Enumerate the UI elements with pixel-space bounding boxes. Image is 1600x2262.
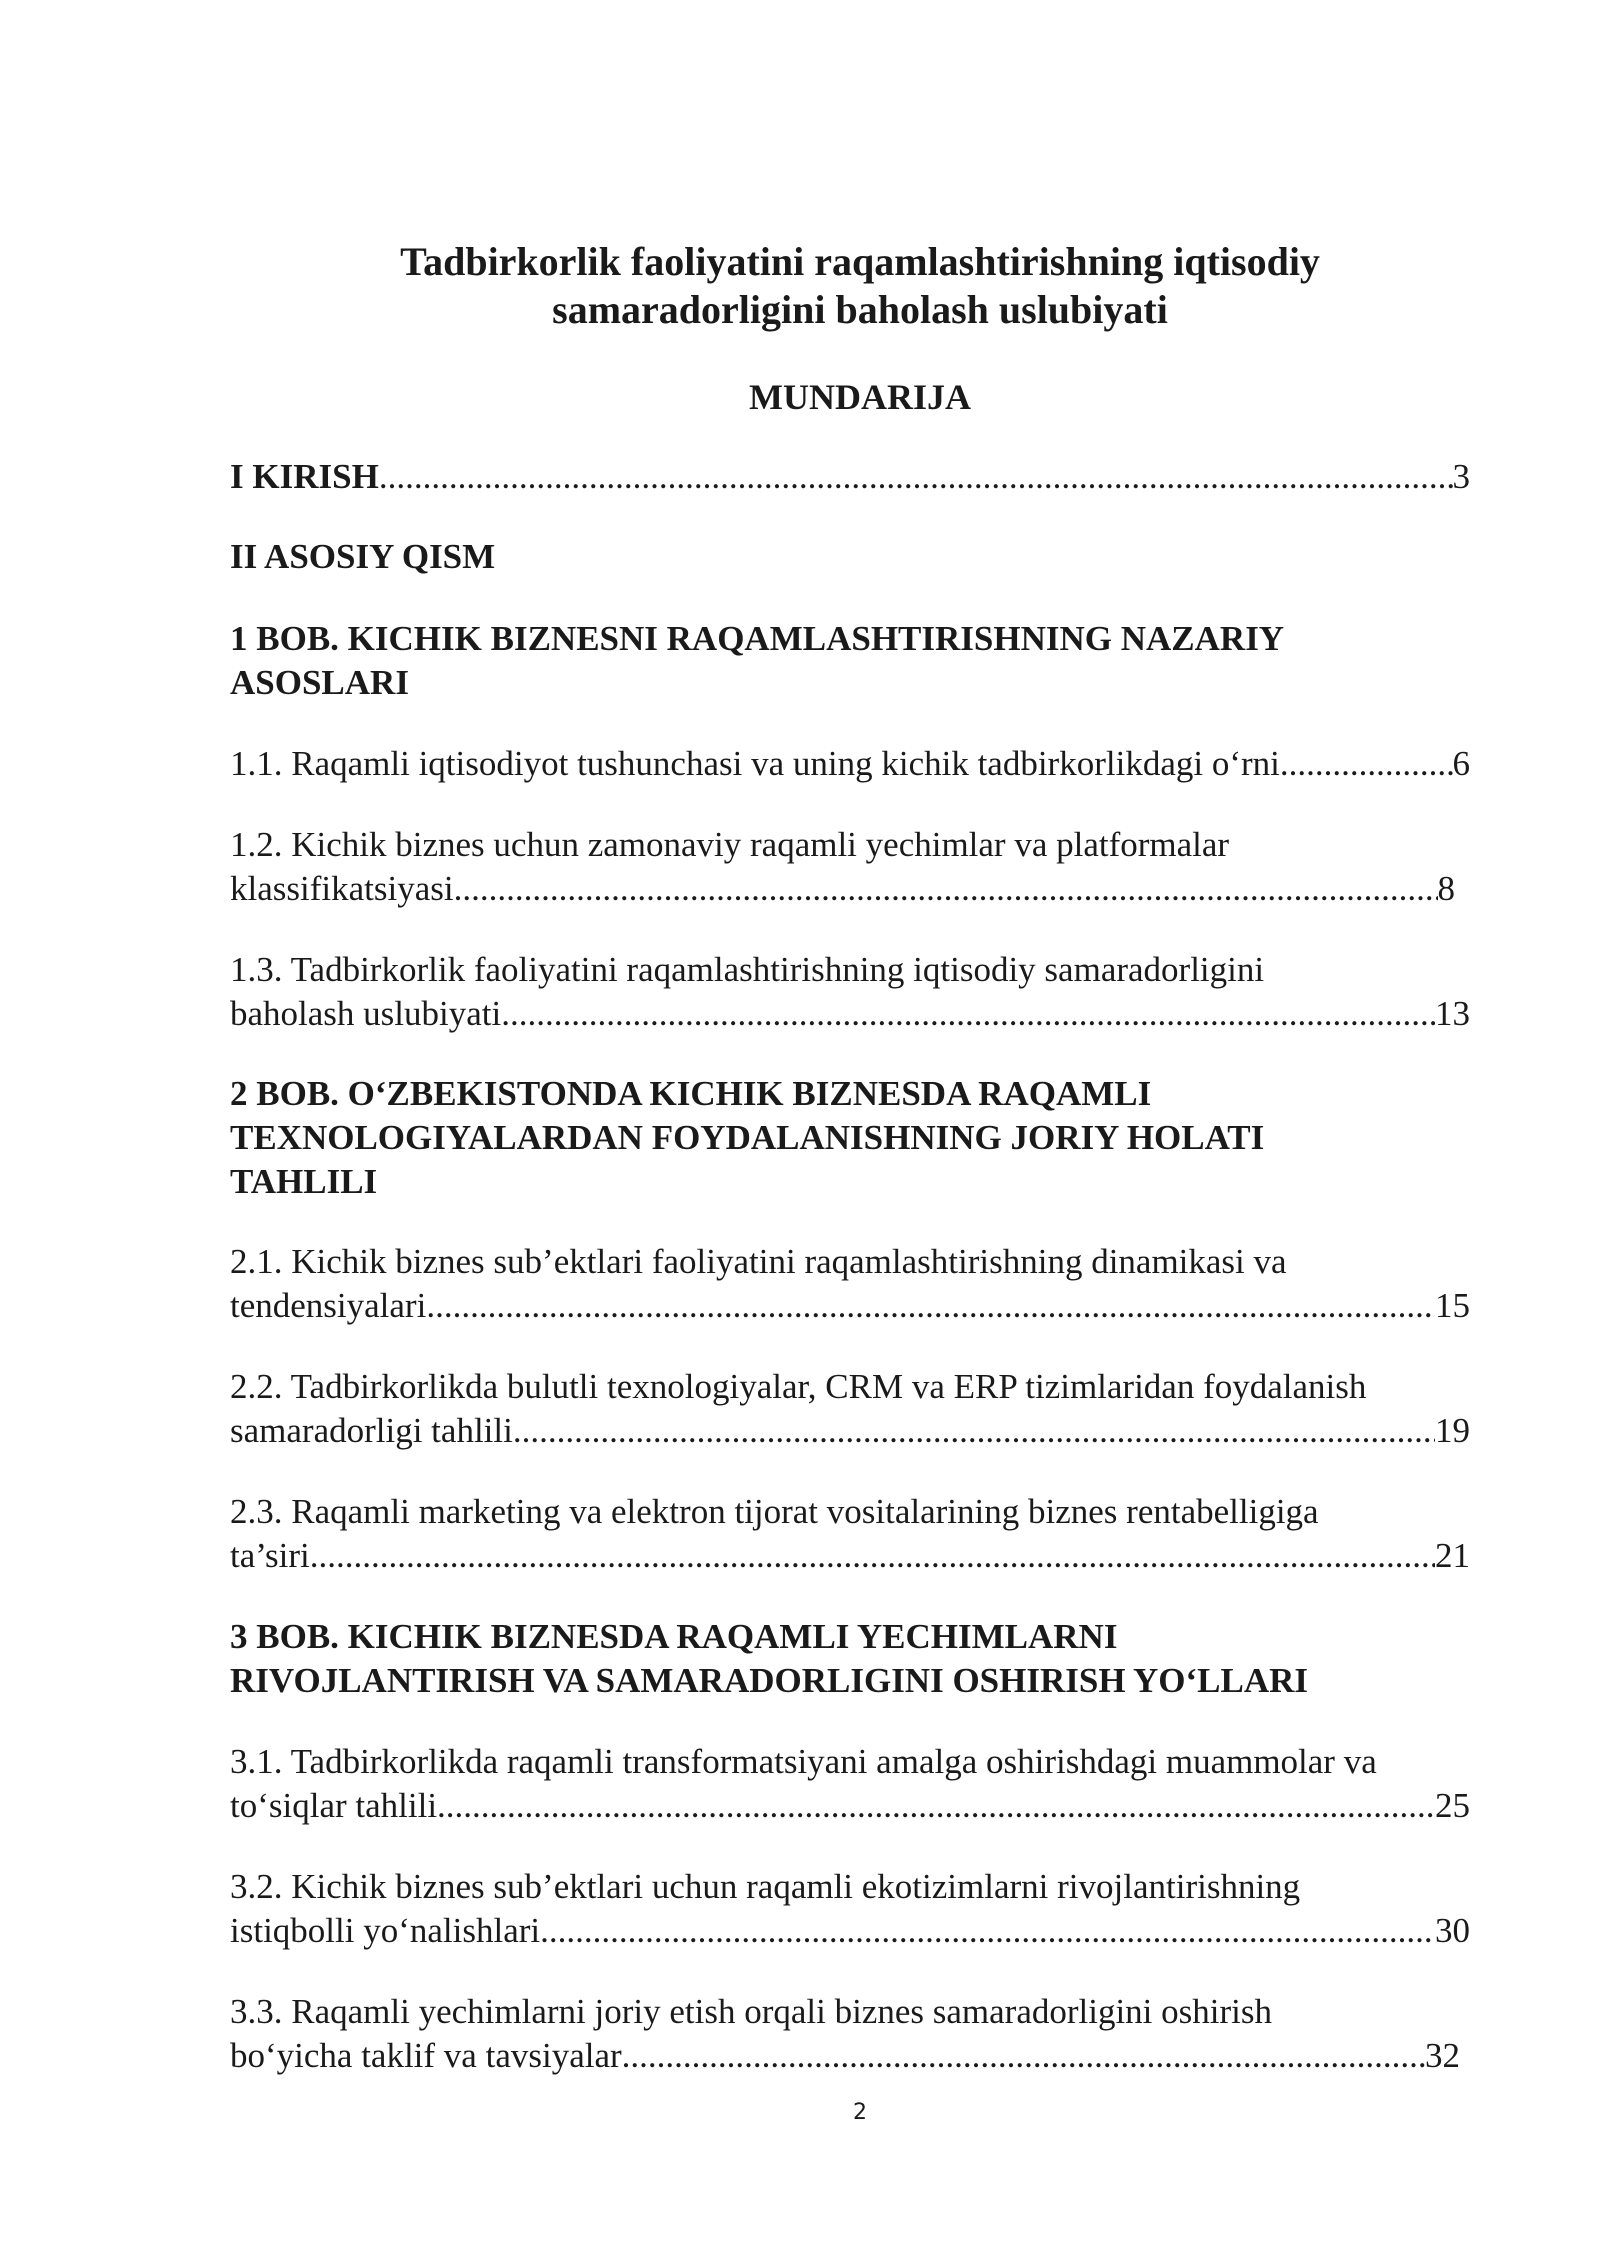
toc-entry-line-1: 3.1. Tadbirkorlikda raqamli transformatsiyani amalga oshirishdagi muammolar va — [230, 1742, 1377, 1781]
dot-leader — [379, 455, 1453, 499]
toc-heading: MUNDARIJA — [749, 377, 971, 417]
chapter-line-2: RIVOJLANTIRISH VA SAMARADORLIGINI OSHIRISH YO‘LLARI — [230, 1661, 1309, 1700]
toc-entry-line-2: ta’siri — [230, 1536, 310, 1575]
chapter-line-1: 2 BOB. O‘ZBEKISTONDA KICHIK BIZNESDA RAQAMLI — [230, 1074, 1152, 1113]
dot-leader — [437, 1784, 1435, 1828]
chapter-line-3: TAHLILI — [230, 1162, 378, 1201]
toc-entry-line-1: 2.2. Tadbirkorlikda bulutli texnologiyalar, CRM va ERP tizimlaridan foydalanish — [230, 1367, 1367, 1406]
dot-leader — [622, 2034, 1425, 2078]
dot-leader — [501, 992, 1435, 1036]
chapter-line-1: 3 BOB. KICHIK BIZNESDA RAQAMLI YECHIMLARNI — [230, 1617, 1118, 1656]
toc-entry-kirish[interactable] — [230, 455, 1470, 499]
dot-leader — [1280, 742, 1453, 786]
dot-leader — [540, 1909, 1435, 1953]
toc-entry-line-2: samaradorligi tahlili — [230, 1411, 513, 1450]
toc-entry-line-2: bo‘yicha taklif va tavsiyalar — [230, 2036, 622, 2075]
toc-page-number: 8 — [1437, 869, 1455, 908]
toc-entry-text: I KIRISH — [230, 457, 379, 496]
toc-page-number: 25 — [1435, 1786, 1470, 1825]
toc-page-number: 15 — [1435, 1286, 1470, 1325]
chapter-line-1: 1 BOB. KICHIK BIZNESNI RAQAMLASHTIRISHNING NAZARIY — [230, 619, 1285, 658]
toc-section-2-3[interactable] — [230, 1490, 1470, 1578]
toc-page-number: 19 — [1435, 1411, 1470, 1450]
toc-section-1-1[interactable] — [230, 742, 1470, 786]
toc-entry-line-1: 3.3. Raqamli yechimlarni joriy etish orqali biznes samaradorligini oshirish — [230, 1992, 1273, 2031]
toc-page-number: 3 — [1452, 457, 1470, 496]
dot-leader — [426, 1284, 1435, 1328]
toc-page-number: 13 — [1435, 994, 1470, 1033]
dot-leader — [454, 867, 1438, 911]
toc-section-3-2[interactable] — [230, 1865, 1470, 1953]
toc-entry-line-2: klassifikatsiyasi — [230, 869, 454, 908]
toc-entry-line-1: 2.1. Kichik biznes sub’ektlari faoliyatini raqamlashtirishning dinamikasi va — [230, 1242, 1287, 1281]
chapter-line-2: ASOSLARI — [230, 663, 409, 702]
toc-section-3-3[interactable] — [230, 1990, 1460, 2078]
toc-page-number: 30 — [1435, 1911, 1470, 1950]
toc-section-2-2[interactable] — [230, 1365, 1470, 1453]
toc-entry-line-2: tendensiyalari — [230, 1286, 427, 1325]
toc-chapter-2[interactable] — [230, 1072, 1264, 1204]
toc-entry-line-1: 1.3. Tadbirkorlik faoliyatini raqamlashtirishning iqtisodiy samaradorligini — [230, 950, 1265, 989]
document-title — [230, 238, 1490, 334]
toc-section-1-2[interactable] — [230, 823, 1455, 911]
title-line-2: samaradorligini baholash uslubiyati — [552, 287, 1168, 332]
dot-leader — [513, 1409, 1435, 1453]
toc-entry-text: 1.1. Raqamli iqtisodiyot tushunchasi va uning kichik tadbirkorlikdagi o‘rni — [230, 744, 1280, 783]
toc-page-number: 32 — [1425, 2036, 1460, 2075]
toc-entry-asosiy-qism[interactable] — [230, 535, 495, 579]
page-number: 2 — [853, 2100, 867, 2125]
toc-entry-line-1: 2.3. Raqamli marketing va elektron tijorat vositalarining biznes rentabelligiga — [230, 1492, 1319, 1531]
toc-section-1-3[interactable] — [230, 948, 1470, 1036]
chapter-line-2: TEXNOLOGIYALARDAN FOYDALANISHNING JORIY HOLATI — [230, 1118, 1265, 1157]
toc-page-number: 21 — [1435, 1536, 1470, 1575]
toc-entry-line-2: to‘siqlar tahlili — [230, 1786, 438, 1825]
toc-entry-line-1: 1.2. Kichik biznes uchun zamonaviy raqamli yechimlar va platformalar — [230, 825, 1230, 864]
toc-entry-text: II ASOSIY QISM — [230, 537, 496, 576]
dot-leader — [310, 1534, 1435, 1578]
toc-entry-line-2: istiqbolli yo‘nalishlari — [230, 1911, 541, 1950]
title-line-1: Tadbirkorlik faoliyatini raqamlashtirishning iqtisodiy — [400, 239, 1320, 284]
toc-entry-line-2: baholash uslubiyati — [230, 994, 502, 1033]
toc-entry-line-1: 3.2. Kichik biznes sub’ektlari uchun raqamli ekotizimlarni rivojlantirishning — [230, 1867, 1301, 1906]
toc-chapter-1[interactable] — [230, 617, 1284, 705]
toc-chapter-3[interactable] — [230, 1615, 1308, 1703]
toc-section-2-1[interactable] — [230, 1240, 1470, 1328]
toc-section-3-1[interactable] — [230, 1740, 1470, 1828]
toc-page-number: 6 — [1452, 744, 1470, 783]
